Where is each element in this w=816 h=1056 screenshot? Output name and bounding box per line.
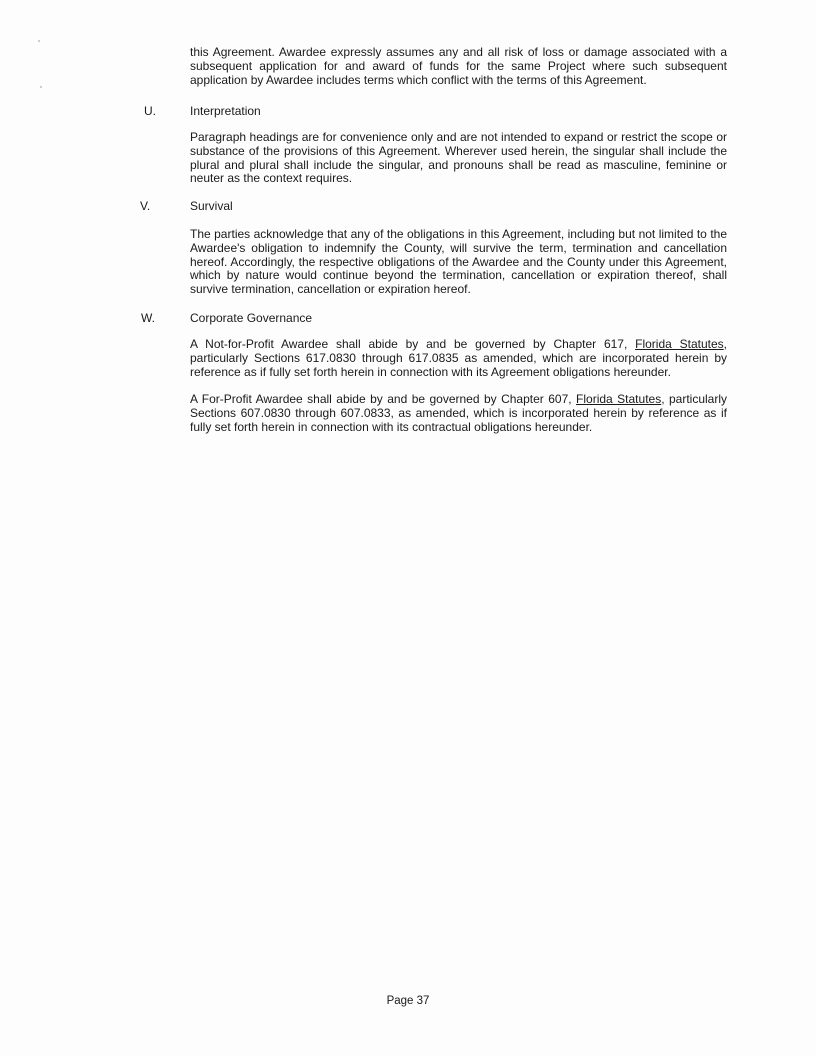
for-profit-text-before: A For-Profit Awardee shall abide by and be governed by Chapter 607,	[190, 392, 577, 406]
intro-paragraph: this Agreement. Awardee expressly assumes any and all risk of loss or damage associated with a subsequent application for and award of funds for the same Project where such subsequent application by Awardee includes terms which conflict with the terms of this Agreement.	[190, 45, 727, 87]
section-heading-corporate-governance: Corporate Governance	[190, 311, 313, 325]
section-letter-v: V.	[140, 199, 151, 213]
survival-paragraph: The parties acknowledge that any of the obligations in this Agreement, including but not limited to the Awardee's obligation to indemnify the County, will survive the term, termination and cancellation hereof. Accordingly, the respective obligations of the Awardee and the County under this Agreement, which by nature would continue beyond the termination, cancellation or expiration thereof, shall survive termination, cancellation or expiration hereof.	[190, 227, 727, 297]
not-for-profit-text-before: A Not-for-Profit Awardee shall abide by and be governed by Chapter 617,	[190, 337, 636, 351]
page-number: Page 37	[386, 995, 430, 1007]
interpretation-paragraph: Paragraph headings are for convenience only and are not intended to expand or restrict the scope or substance of the provisions of this Agreement. Wherever used herein, the singular shall include the plural and plural shall include the singular, and pronouns shall be read as masculine, feminine or neuter as the context requires.	[190, 130, 727, 186]
section-letter-u: U.	[144, 104, 156, 118]
for-profit-paragraph	[190, 393, 727, 434]
florida-statutes-citation: Florida Statutes	[635, 337, 724, 351]
florida-statutes-citation: Florida Statutes	[576, 392, 662, 406]
scan-speck	[40, 86, 42, 88]
section-letter-w: W.	[141, 311, 155, 325]
for-profit-text-after: , particularly Sections 607.0830 through 607.0833, as amended, which is incorporated herein by reference as if fully set forth herein in connection with its contractual obligations hereunder.	[190, 392, 728, 434]
scan-speck	[38, 40, 40, 42]
section-heading-survival: Survival	[190, 199, 233, 213]
section-heading-interpretation: Interpretation	[190, 104, 261, 118]
not-for-profit-paragraph	[190, 338, 727, 379]
not-for-profit-text-after: , particularly Sections 617.0830 through 617.0835 as amended, which are incorporated herein by reference as if fully set forth herein in connection with its Agreement obligations hereunder.	[190, 337, 727, 379]
